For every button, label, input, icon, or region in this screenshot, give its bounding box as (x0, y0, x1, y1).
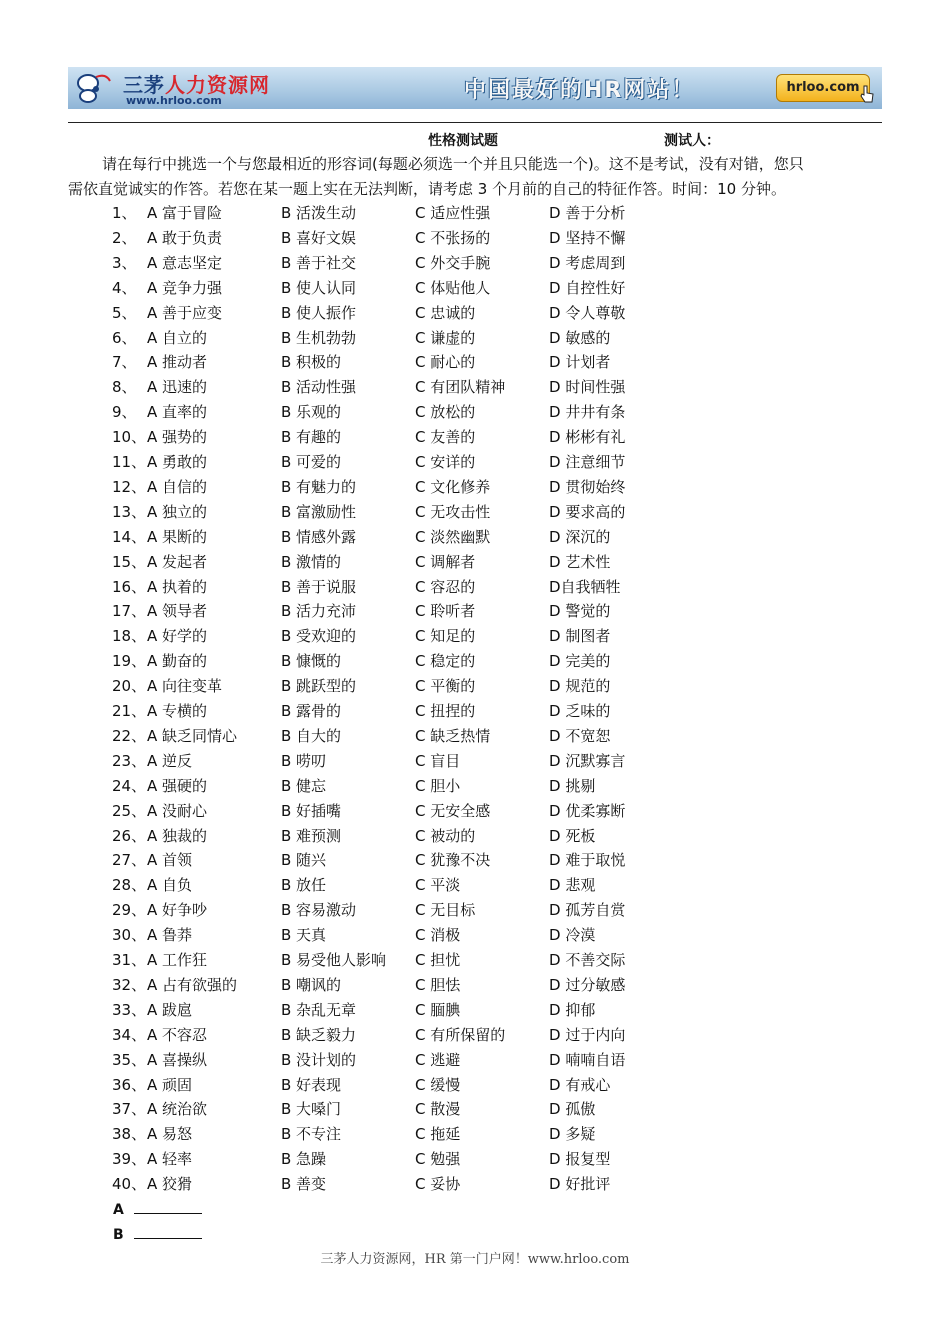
option-a[interactable]: A 自立的 (147, 328, 208, 347)
option-c[interactable]: C 稳定的 (415, 652, 476, 671)
option-a[interactable]: A 迅速的 (147, 378, 208, 397)
question-row (0, 649, 950, 674)
question-row (0, 1122, 950, 1147)
option-c[interactable]: C 安详的 (415, 453, 476, 471)
option-a[interactable]: A 专横的 (147, 702, 208, 720)
option-c[interactable]: C 盲目 (415, 751, 461, 770)
option-c[interactable]: C 友善的 (415, 428, 476, 447)
option-d[interactable]: D 彬彬有礼 (549, 428, 626, 447)
option-a[interactable]: A 善于应变 (147, 303, 223, 322)
option-c[interactable]: C 胆怯 (415, 975, 461, 994)
option-d[interactable]: D 要求高的 (549, 502, 626, 521)
question-number: 3、 (112, 253, 137, 272)
option-c[interactable]: C 有团队精神 (415, 378, 506, 397)
option-d[interactable]: D 深沉的 (549, 527, 611, 546)
option-d[interactable]: D 完美的 (549, 652, 611, 671)
option-b[interactable]: B 露骨的 (281, 702, 342, 720)
question-row (0, 350, 950, 375)
option-b[interactable]: B 不专注 (281, 1125, 342, 1144)
option-d[interactable]: D 善于分析 (549, 204, 626, 222)
option-d[interactable]: D 过分敏感 (549, 975, 626, 994)
option-a[interactable]: A 领导者 (147, 602, 208, 621)
option-c[interactable]: C 放松的 (415, 403, 476, 422)
logo-title: 三茅人力资源网 (123, 73, 270, 97)
option-b[interactable]: B 受欢迎的 (281, 627, 357, 646)
question-row (0, 1023, 950, 1048)
option-b[interactable]: B 大嗓门 (281, 1100, 342, 1119)
question-number: 7、 (112, 353, 137, 372)
question-number: 38、 (112, 1125, 147, 1144)
question-number: 15、 (112, 552, 147, 571)
option-a[interactable]: A 执着的 (147, 577, 208, 596)
answer-a-line (113, 1200, 202, 1220)
question-number: 21、 (112, 702, 147, 720)
tester-label: 测试人： (664, 133, 720, 149)
question-number: 13、 (112, 502, 147, 521)
option-a[interactable]: A 强硬的 (147, 776, 208, 795)
question-row (0, 251, 950, 276)
question-row (0, 425, 950, 450)
option-d[interactable]: D 坚持不懈 (549, 228, 626, 247)
option-d[interactable]: D 敏感的 (549, 328, 611, 347)
question-number: 26、 (112, 826, 147, 845)
question-row (0, 923, 950, 948)
question-number: 30、 (112, 926, 147, 945)
option-b[interactable]: B 没计划的 (281, 1050, 357, 1069)
answer-a-label: A (113, 1202, 124, 1218)
question-number: 33、 (112, 1000, 147, 1019)
option-a[interactable]: A 竞争力强 (147, 278, 223, 297)
butterfly-logo-icon (76, 71, 114, 105)
question-number: 36、 (112, 1075, 147, 1094)
option-c[interactable]: C 缓慢 (415, 1075, 461, 1094)
option-d[interactable]: D 自控性好 (549, 278, 626, 297)
question-row (0, 848, 950, 873)
question-number: 23、 (112, 751, 147, 770)
option-d[interactable]: D 不宽恕 (549, 726, 611, 745)
option-b[interactable]: B 积极的 (281, 353, 342, 372)
question-row (0, 998, 950, 1023)
question-row (0, 724, 950, 749)
question-number: 2、 (112, 228, 137, 247)
hand-cursor-icon (860, 85, 874, 103)
question-number: 5、 (112, 303, 137, 322)
option-c[interactable]: C 犹豫不决 (415, 851, 491, 870)
option-a[interactable]: A 喜操纵 (147, 1050, 208, 1069)
option-c[interactable]: C 无安全感 (415, 801, 491, 820)
option-b[interactable]: B 乐观的 (281, 403, 342, 422)
question-number: 39、 (112, 1150, 147, 1169)
option-c[interactable]: C 适应性强 (415, 204, 491, 222)
option-b[interactable]: B 生机勃勃 (281, 328, 357, 347)
option-d[interactable]: D 规范的 (549, 677, 611, 696)
question-row (0, 973, 950, 998)
question-number: 34、 (112, 1025, 147, 1044)
option-a[interactable]: A 好学的 (147, 627, 208, 646)
option-a[interactable]: A 推动者 (147, 353, 208, 372)
option-d[interactable]: D 乏味的 (549, 702, 611, 720)
question-number: 16、 (112, 577, 147, 596)
option-d[interactable]: D 多疑 (549, 1125, 596, 1144)
option-b[interactable]: B 激情的 (281, 552, 342, 571)
option-b[interactable]: B 善于社交 (281, 253, 357, 272)
question-number: 28、 (112, 876, 147, 895)
option-a[interactable]: A 勤奋的 (147, 652, 208, 671)
option-d[interactable]: D 井井有条 (549, 403, 626, 422)
option-d[interactable]: D 制图者 (549, 627, 611, 646)
option-c[interactable]: C 文化修养 (415, 477, 491, 496)
answer-b-blank[interactable] (134, 1226, 202, 1239)
option-b[interactable]: B 健忘 (281, 776, 327, 795)
question-number: 35、 (112, 1050, 147, 1069)
option-b[interactable]: B 易受他人影响 (281, 951, 387, 969)
option-d[interactable]: D 时间性强 (549, 378, 626, 397)
question-row (0, 525, 950, 550)
option-a[interactable]: A 狡猾 (147, 1175, 193, 1194)
option-a[interactable]: A 占有欲强的 (147, 975, 238, 994)
option-d[interactable]: D 悲观 (549, 876, 596, 895)
page-footer: 三茅人力资源网，HR 第一门户网！www.hrloo.com (320, 1252, 630, 1267)
option-b[interactable]: B 随兴 (281, 851, 327, 870)
option-a[interactable]: A 敢于负责 (147, 228, 223, 247)
option-b[interactable]: B 慷慨的 (281, 652, 342, 671)
question-row (0, 550, 950, 575)
option-b[interactable]: B 活泼生动 (281, 204, 357, 222)
option-a[interactable]: A 自信的 (147, 477, 208, 496)
page-title: 性格测试题 (428, 133, 498, 149)
answer-b-line (113, 1225, 202, 1245)
option-b[interactable]: B 活力充沛 (281, 602, 357, 621)
question-row (0, 475, 950, 500)
option-b[interactable]: B 唠叨 (281, 751, 327, 770)
option-c[interactable]: C 消极 (415, 926, 461, 945)
question-row (0, 873, 950, 898)
option-a[interactable]: A 独裁的 (147, 826, 208, 845)
answer-b-label: B (113, 1227, 124, 1243)
question-number: 6、 (112, 328, 137, 347)
option-c[interactable]: C 被动的 (415, 826, 476, 845)
question-number: 40、 (112, 1175, 147, 1194)
option-d[interactable]: D 孤傲 (549, 1100, 596, 1119)
option-a[interactable]: A 富于冒险 (147, 204, 223, 222)
option-b[interactable]: B 富激励性 (281, 502, 357, 521)
option-a[interactable]: A 勇敢的 (147, 453, 208, 471)
option-a[interactable]: A 意志坚定 (147, 253, 223, 272)
option-c[interactable]: C 拖延 (415, 1125, 461, 1144)
option-a[interactable]: A 自负 (147, 876, 193, 895)
question-number: 14、 (112, 527, 147, 546)
question-row (0, 400, 950, 425)
option-c[interactable]: C 聆听者 (415, 602, 476, 621)
option-c[interactable]: C 扭捏的 (415, 702, 476, 720)
option-a[interactable]: A 强势的 (147, 428, 208, 447)
option-b[interactable]: B 好表现 (281, 1075, 342, 1094)
option-a[interactable]: A 向往变革 (147, 677, 223, 696)
option-b[interactable]: B 天真 (281, 926, 327, 945)
option-b[interactable]: B 急躁 (281, 1150, 327, 1169)
option-c[interactable]: C 调解者 (415, 552, 476, 571)
option-d[interactable]: D 有戒心 (549, 1075, 611, 1094)
option-c[interactable]: C 忠诚的 (415, 303, 476, 322)
header-divider (68, 122, 882, 123)
option-b[interactable]: B 缺乏毅力 (281, 1025, 357, 1044)
question-number: 32、 (112, 975, 147, 994)
option-c[interactable]: C 平淡 (415, 876, 461, 895)
option-d[interactable]: D 报复型 (549, 1150, 611, 1169)
option-d[interactable]: D 考虑周到 (549, 253, 626, 272)
option-d[interactable]: D 艺术性 (549, 552, 611, 571)
option-c[interactable]: C 体贴他人 (415, 278, 491, 297)
question-number: 25、 (112, 801, 147, 820)
option-c[interactable]: C 耐心的 (415, 353, 476, 372)
option-b[interactable]: B 嘲讽的 (281, 975, 342, 994)
option-d[interactable]: D 过于内向 (549, 1025, 626, 1044)
question-number: 17、 (112, 602, 147, 621)
question-number: 22、 (112, 726, 147, 745)
option-c[interactable]: C 谦虚的 (415, 328, 476, 347)
question-row (0, 1097, 950, 1122)
option-b[interactable]: B 杂乱无章 (281, 1000, 357, 1019)
question-row (0, 326, 950, 351)
option-b[interactable]: B 自大的 (281, 726, 342, 745)
option-c[interactable]: C 不张扬的 (415, 228, 491, 247)
option-b[interactable]: B 有魅力的 (281, 477, 357, 496)
option-c[interactable]: C 无目标 (415, 901, 476, 920)
option-c[interactable]: C 容忍的 (415, 577, 476, 596)
instructions-line-2: 需依直觉诚实的作答。若您在某一题上实在无法判断，请考虑 3 个月前的自己的特征作答。时间：10 分钟。 (68, 180, 786, 198)
option-c[interactable]: C 胆小 (415, 776, 461, 795)
question-row (0, 599, 950, 624)
option-c[interactable]: C 外交手腕 (415, 253, 491, 272)
banner-slogan: 中国最好的HR网站！ (464, 78, 696, 103)
option-b[interactable]: B 好插嘴 (281, 801, 342, 820)
option-b[interactable]: B 有趣的 (281, 428, 342, 447)
question-row (0, 1048, 950, 1073)
site-banner (68, 67, 882, 109)
option-b[interactable]: B 情感外露 (281, 527, 357, 546)
option-a[interactable]: A 没耐心 (147, 801, 208, 820)
question-number: 10、 (112, 428, 147, 447)
question-row (0, 1172, 950, 1197)
option-b[interactable]: B 可爱的 (281, 453, 342, 471)
option-a[interactable]: A 统治欲 (147, 1100, 208, 1119)
option-a[interactable]: A 易怒 (147, 1125, 193, 1144)
option-c[interactable]: C 妥协 (415, 1175, 461, 1194)
option-b[interactable]: B 使人振作 (281, 303, 357, 322)
option-c[interactable]: C 淡然幽默 (415, 527, 491, 546)
question-row (0, 301, 950, 326)
option-d[interactable]: D 注意细节 (549, 453, 626, 471)
option-a[interactable]: A 工作狂 (147, 951, 208, 969)
option-b[interactable]: B 善变 (281, 1175, 327, 1194)
option-d[interactable]: D 令人尊敬 (549, 303, 626, 322)
question-row (0, 774, 950, 799)
question-row (0, 375, 950, 400)
option-b[interactable]: B 难预测 (281, 826, 342, 845)
option-d[interactable]: D 警觉的 (549, 602, 611, 621)
option-d[interactable]: D 不善交际 (549, 951, 626, 969)
option-a[interactable]: A 独立的 (147, 502, 208, 521)
option-a[interactable]: A 轻率 (147, 1150, 193, 1169)
question-row (0, 201, 950, 226)
option-c[interactable]: C 散漫 (415, 1100, 461, 1119)
option-b[interactable]: B 活动性强 (281, 378, 357, 397)
option-d[interactable]: D 抑郁 (549, 1000, 596, 1019)
question-number: 9、 (112, 403, 137, 422)
option-b[interactable]: B 跳跃型的 (281, 677, 357, 696)
option-a[interactable]: A 逆反 (147, 751, 193, 770)
option-a[interactable]: A 果断的 (147, 527, 208, 546)
option-d[interactable]: D 沉默寡言 (549, 751, 626, 770)
option-a[interactable]: A 好争吵 (147, 901, 208, 920)
site-button[interactable]: hrloo.com (776, 74, 870, 102)
question-row (0, 799, 950, 824)
question-row (0, 450, 950, 475)
question-number: 11、 (112, 453, 147, 471)
option-d[interactable]: D 挑剔 (549, 776, 596, 795)
option-b[interactable]: B 喜好文娱 (281, 228, 357, 247)
option-c[interactable]: C 有所保留的 (415, 1025, 506, 1044)
question-number: 19、 (112, 652, 147, 671)
question-number: 20、 (112, 677, 147, 696)
question-row (0, 749, 950, 774)
question-row (0, 898, 950, 923)
option-d[interactable]: D自我牺牲 (549, 577, 621, 596)
option-d[interactable]: D 优柔寡断 (549, 801, 626, 820)
question-row (0, 226, 950, 251)
option-b[interactable]: B 放任 (281, 876, 327, 895)
option-c[interactable]: C 无攻击性 (415, 502, 491, 521)
question-number: 12、 (112, 477, 147, 496)
option-a[interactable]: A 首领 (147, 851, 193, 870)
option-b[interactable]: B 容易激动 (281, 901, 357, 920)
question-number: 8、 (112, 378, 137, 397)
option-a[interactable]: A 直率的 (147, 403, 208, 422)
option-c[interactable]: C 缺乏热情 (415, 726, 491, 745)
option-b[interactable]: B 善于说服 (281, 577, 357, 596)
question-number: 18、 (112, 627, 147, 646)
question-row (0, 948, 950, 973)
question-number: 1、 (112, 204, 137, 222)
question-number: 29、 (112, 901, 147, 920)
option-d[interactable]: D 计划者 (549, 353, 611, 372)
question-number: 27、 (112, 851, 147, 870)
option-a[interactable]: A 鲁莽 (147, 926, 193, 945)
question-row (0, 824, 950, 849)
option-a[interactable]: A 顽固 (147, 1075, 193, 1094)
question-row (0, 500, 950, 525)
answer-a-blank[interactable] (134, 1201, 202, 1214)
option-a[interactable]: A 不容忍 (147, 1025, 208, 1044)
option-d[interactable]: D 好批评 (549, 1175, 611, 1194)
question-row (0, 699, 950, 724)
option-d[interactable]: D 难于取悦 (549, 851, 626, 870)
logo-url: www.hrloo.com (126, 94, 222, 107)
option-c[interactable]: C 勉强 (415, 1150, 461, 1169)
question-number: 24、 (112, 776, 147, 795)
option-a[interactable]: A 缺乏同情心 (147, 726, 238, 745)
question-row (0, 1147, 950, 1172)
question-row (0, 276, 950, 301)
question-row (0, 674, 950, 699)
option-c[interactable]: C 平衡的 (415, 677, 476, 696)
option-d[interactable]: D 死板 (549, 826, 596, 845)
question-number: 4、 (112, 278, 137, 297)
option-d[interactable]: D 冷漠 (549, 926, 596, 945)
question-number: 37、 (112, 1100, 147, 1119)
option-d[interactable]: D 贯彻始终 (549, 477, 626, 496)
instructions (68, 152, 882, 202)
question-row (0, 1073, 950, 1098)
option-c[interactable]: C 知足的 (415, 627, 476, 646)
question-row (0, 575, 950, 600)
option-a[interactable]: A 跋扈 (147, 1000, 193, 1019)
option-c[interactable]: C 逃避 (415, 1050, 461, 1069)
option-c[interactable]: C 担忧 (415, 951, 461, 969)
option-a[interactable]: A 发起者 (147, 552, 208, 571)
question-row (0, 624, 950, 649)
option-d[interactable]: D 孤芳自赏 (549, 901, 626, 920)
instructions-line-1: 请在每行中挑选一个与您最相近的形容词(每题必须选一个并且只能选一个)。这不是考试，没有对错，您只 (102, 155, 804, 173)
option-d[interactable]: D 喃喃自语 (549, 1050, 626, 1069)
question-number: 31、 (112, 951, 147, 969)
option-c[interactable]: C 腼腆 (415, 1000, 461, 1019)
option-b[interactable]: B 使人认同 (281, 278, 357, 297)
